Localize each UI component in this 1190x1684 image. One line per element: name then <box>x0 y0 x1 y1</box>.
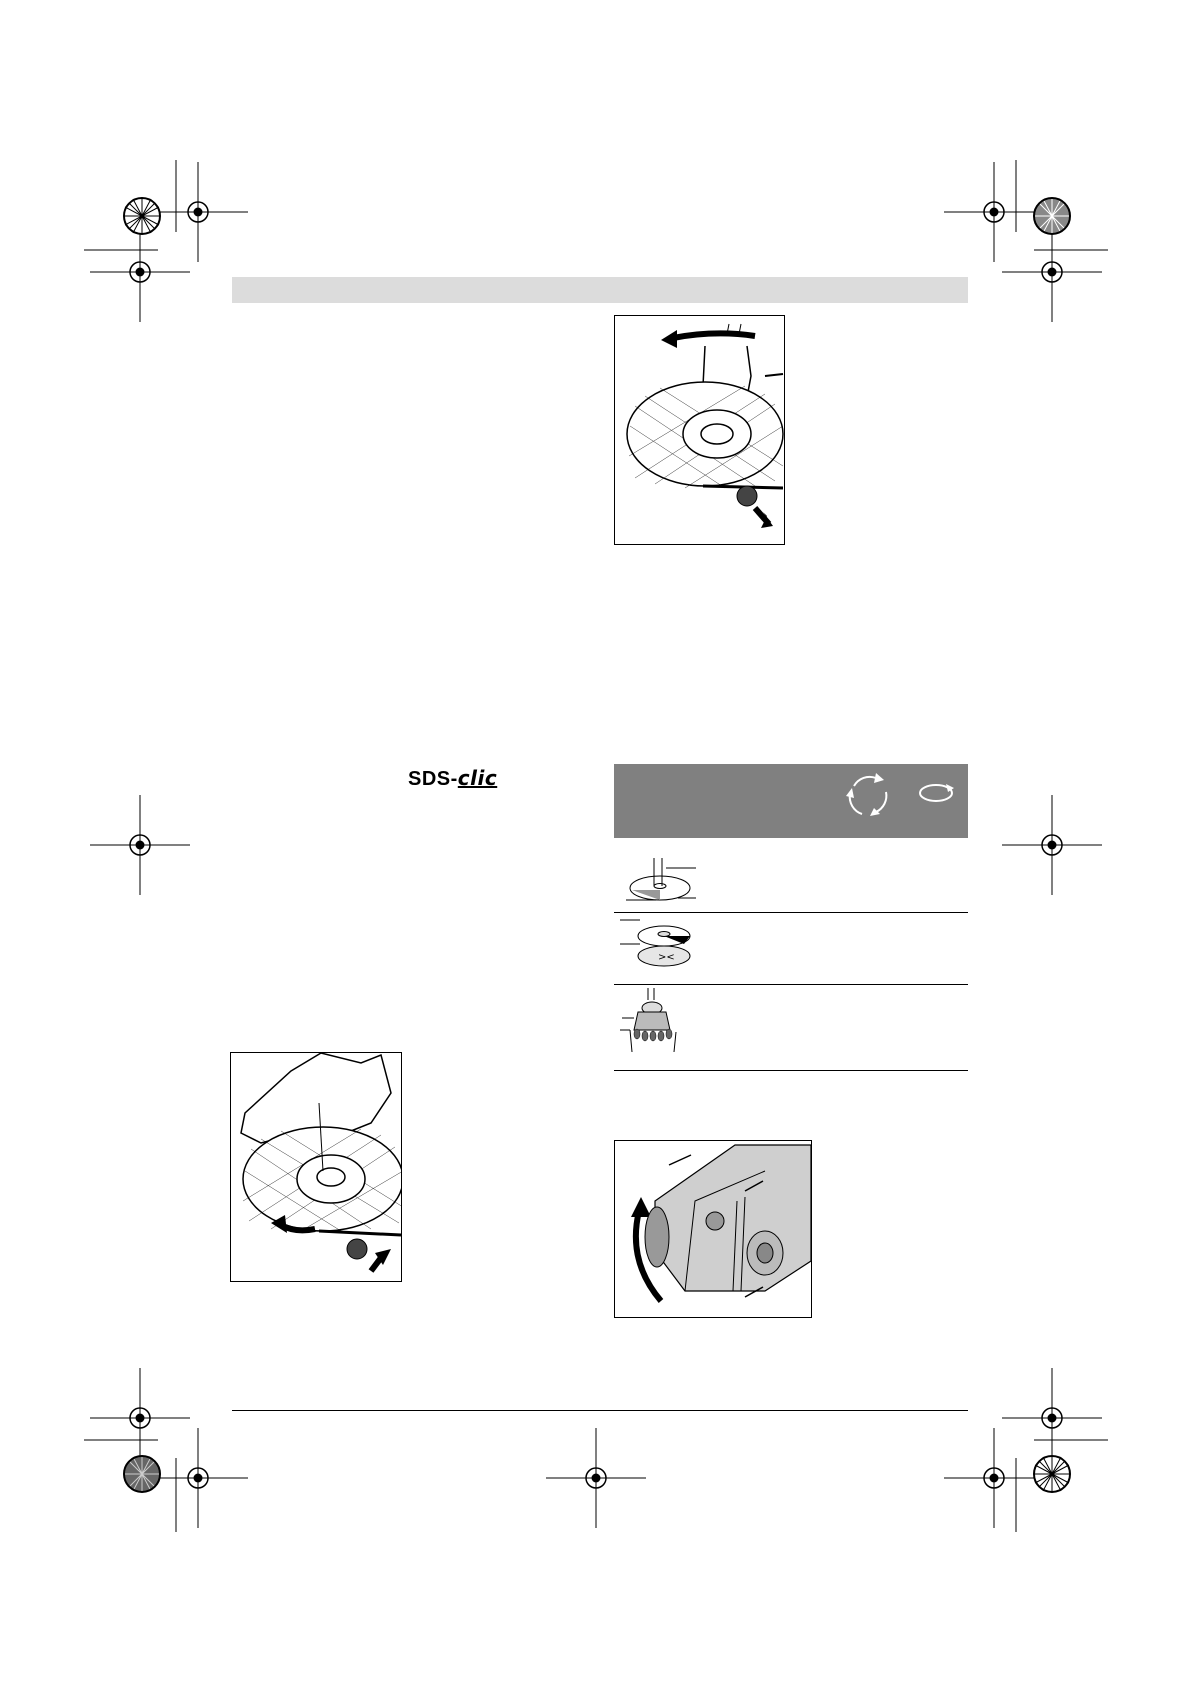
color-calibration-wheel-icon <box>122 1454 162 1494</box>
cup-wire-brush-icon <box>620 988 700 1060</box>
registration-mark-icon <box>148 162 248 262</box>
svg-text:><: >< <box>658 952 675 963</box>
registration-mark-icon <box>546 1428 646 1528</box>
color-calibration-wheel-icon <box>122 196 162 236</box>
sds-clic-logo <box>408 766 497 791</box>
cutting-disc-icon <box>626 856 700 906</box>
figure-gear-head-rotation <box>614 1140 812 1318</box>
registration-mark-icon <box>1002 222 1102 322</box>
registration-mark-icon <box>90 795 190 895</box>
registration-mark-icon <box>1002 795 1102 895</box>
circular-arrow-icon <box>916 780 956 806</box>
figure-wrench-loosening-nut <box>614 315 785 545</box>
logo-brand-main: SDS- <box>408 768 458 790</box>
registration-mark-icon <box>148 1428 248 1528</box>
registration-mark-icon <box>944 1428 1044 1528</box>
figure-hand-tightening-disc <box>230 1052 402 1282</box>
registration-mark-icon <box>90 222 190 322</box>
logo-brand-clic: clic <box>457 766 498 790</box>
table-row-divider <box>614 1070 968 1071</box>
recycle-icon <box>840 768 896 824</box>
color-calibration-wheel-icon <box>1032 196 1072 236</box>
accessory-table-header <box>614 764 968 838</box>
grinding-disc-icon <box>620 916 700 978</box>
registration-mark-icon <box>944 162 1044 262</box>
registration-mark-icon <box>1002 1368 1102 1468</box>
table-row-divider <box>614 912 968 913</box>
table-row-divider <box>614 984 968 985</box>
color-calibration-wheel-icon <box>1032 1454 1072 1494</box>
registration-mark-icon <box>90 1368 190 1468</box>
